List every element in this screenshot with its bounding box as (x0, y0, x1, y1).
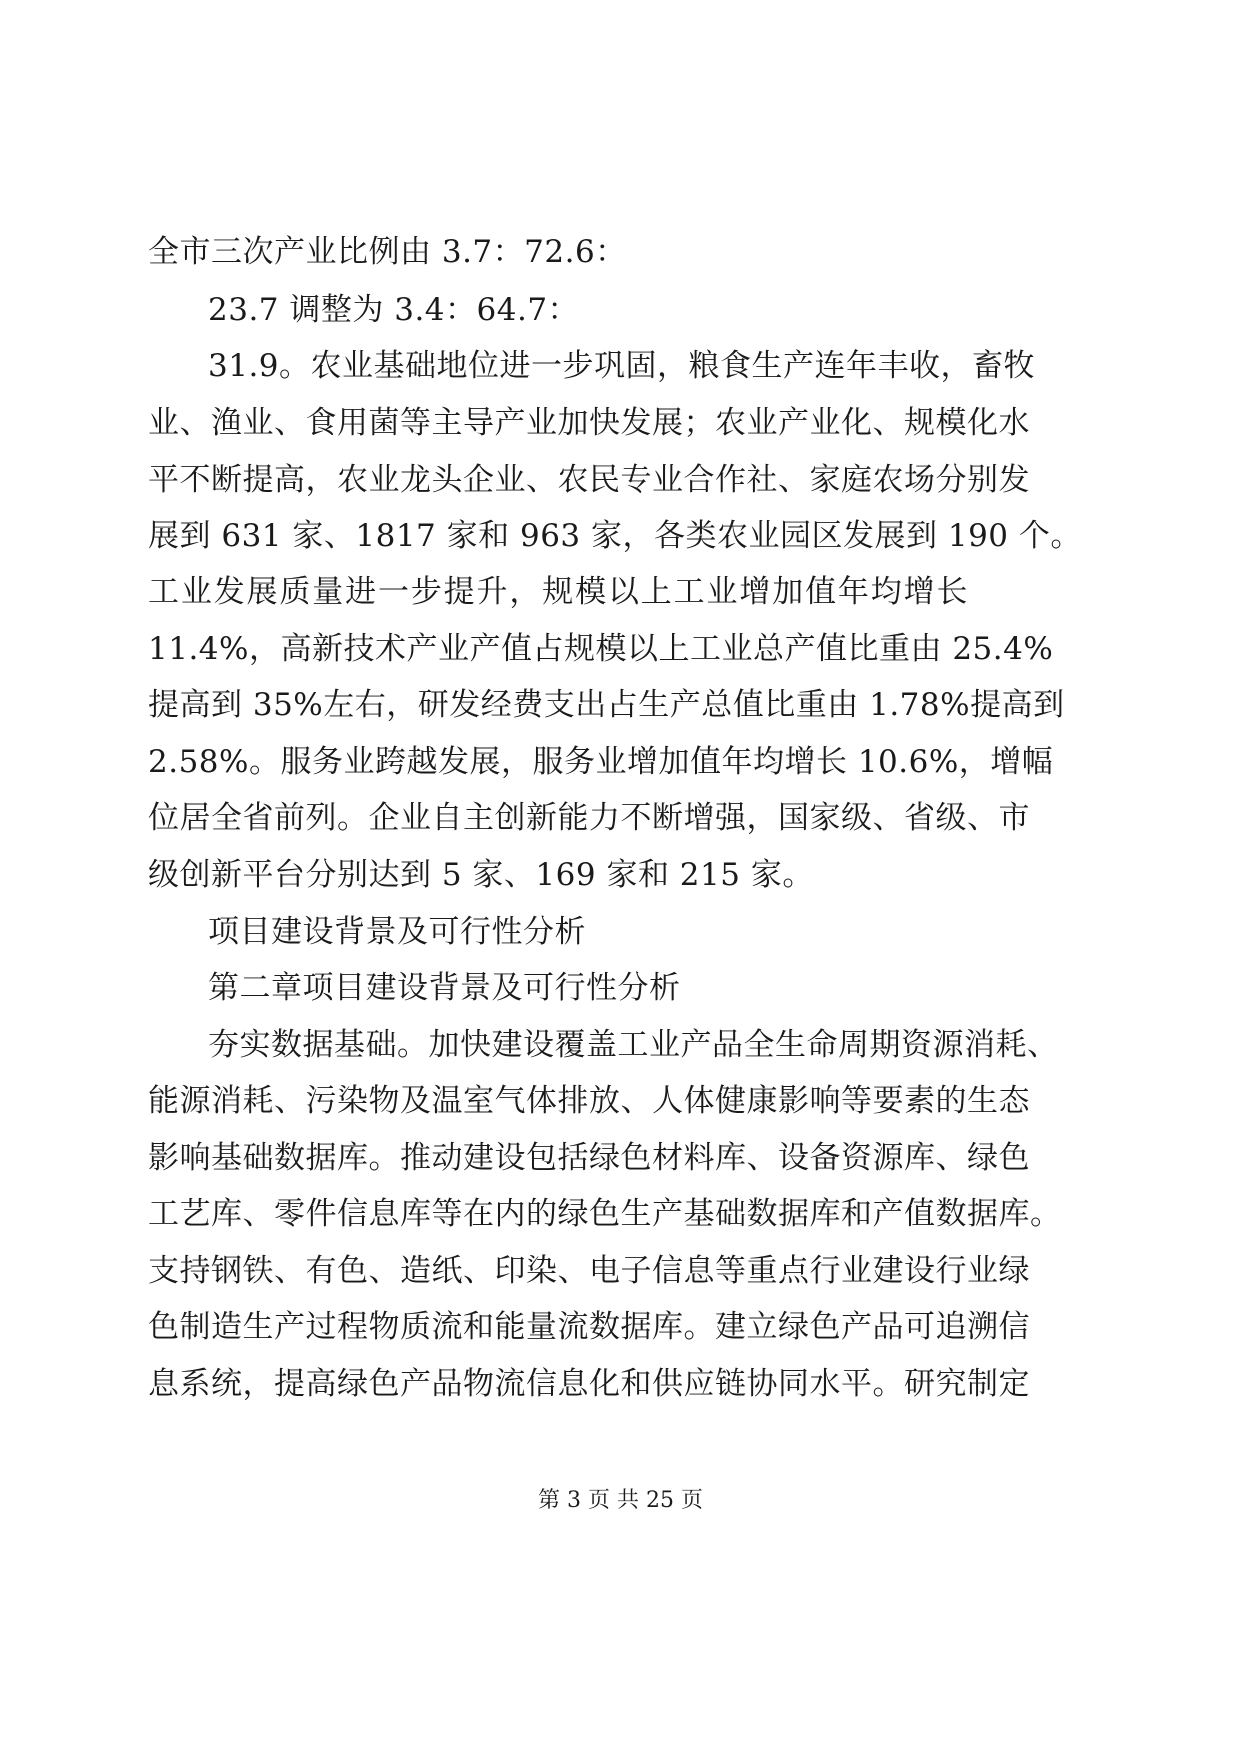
page-number-footer: 第 3 页 共 25 页 (538, 1488, 703, 1513)
text-line: 支持钢铁、有色、造纸、印染、电子信息等重点行业建设行业绿 (148, 1253, 1030, 1289)
text-line: 11.4%，高新技术产业产值占规模以上工业总产值比重由 25.4% (148, 631, 1054, 667)
text-line: 能源消耗、污染物及温室气体排放、人体健康影响等要素的生态 (148, 1083, 1030, 1119)
text-line: 展到 631 家、1817 家和 963 家，各类农业园区发展到 190 个。 (148, 518, 1082, 554)
text-line: 工艺库、零件信息库等在内的绿色生产基础数据库和产值数据库。 (148, 1196, 1062, 1232)
text-line: 色制造生产过程物质流和能量流数据库。建立绿色产品可追溯信 (148, 1309, 1030, 1345)
text-line: 31.9。农业基础地位进一步巩固，粮食生产连年丰收，畜牧 (208, 348, 1036, 384)
text-line: 业、渔业、食用菌等主导产业加快发展；农业产业化、规模化水 (148, 405, 1030, 441)
text-line: 级创新平台分别达到 5 家、169 家和 215 家。 (148, 857, 814, 893)
text-line: 23.7 调整为 3.4：64.7： (208, 292, 580, 328)
text-line: 2.58%。服务业跨越发展，服务业增加值年均增长 10.6%，增幅 (148, 744, 1054, 780)
text-line: 提高到 35%左右，研发经费支出占生产总值比重由 1.78%提高到 (148, 687, 1065, 723)
text-line: 工业发展质量进一步提升，规模以上工业增加值年均增长 (148, 574, 968, 610)
text-line: 夯实数据基础。加快建设覆盖工业产品全生命周期资源消耗、 (208, 1027, 1059, 1063)
text-line: 平不断提高，农业龙头企业、农民专业合作社、家庭农场分别发 (148, 462, 1030, 498)
section-heading: 项目建设背景及可行性分析 (208, 914, 586, 950)
text-line: 全市三次产业比例由 3.7：72.6： (148, 234, 627, 270)
text-line: 息系统，提高绿色产品物流信息化和供应链协同水平。研究制定 (148, 1366, 1030, 1402)
text-line: 位居全省前列。企业自主创新能力不断增强，国家级、省级、市 (148, 800, 1030, 836)
chapter-heading: 第二章项目建设背景及可行性分析 (208, 970, 681, 1006)
text-line: 影响基础数据库。推动建设包括绿色材料库、设备资源库、绿色 (148, 1140, 1030, 1176)
